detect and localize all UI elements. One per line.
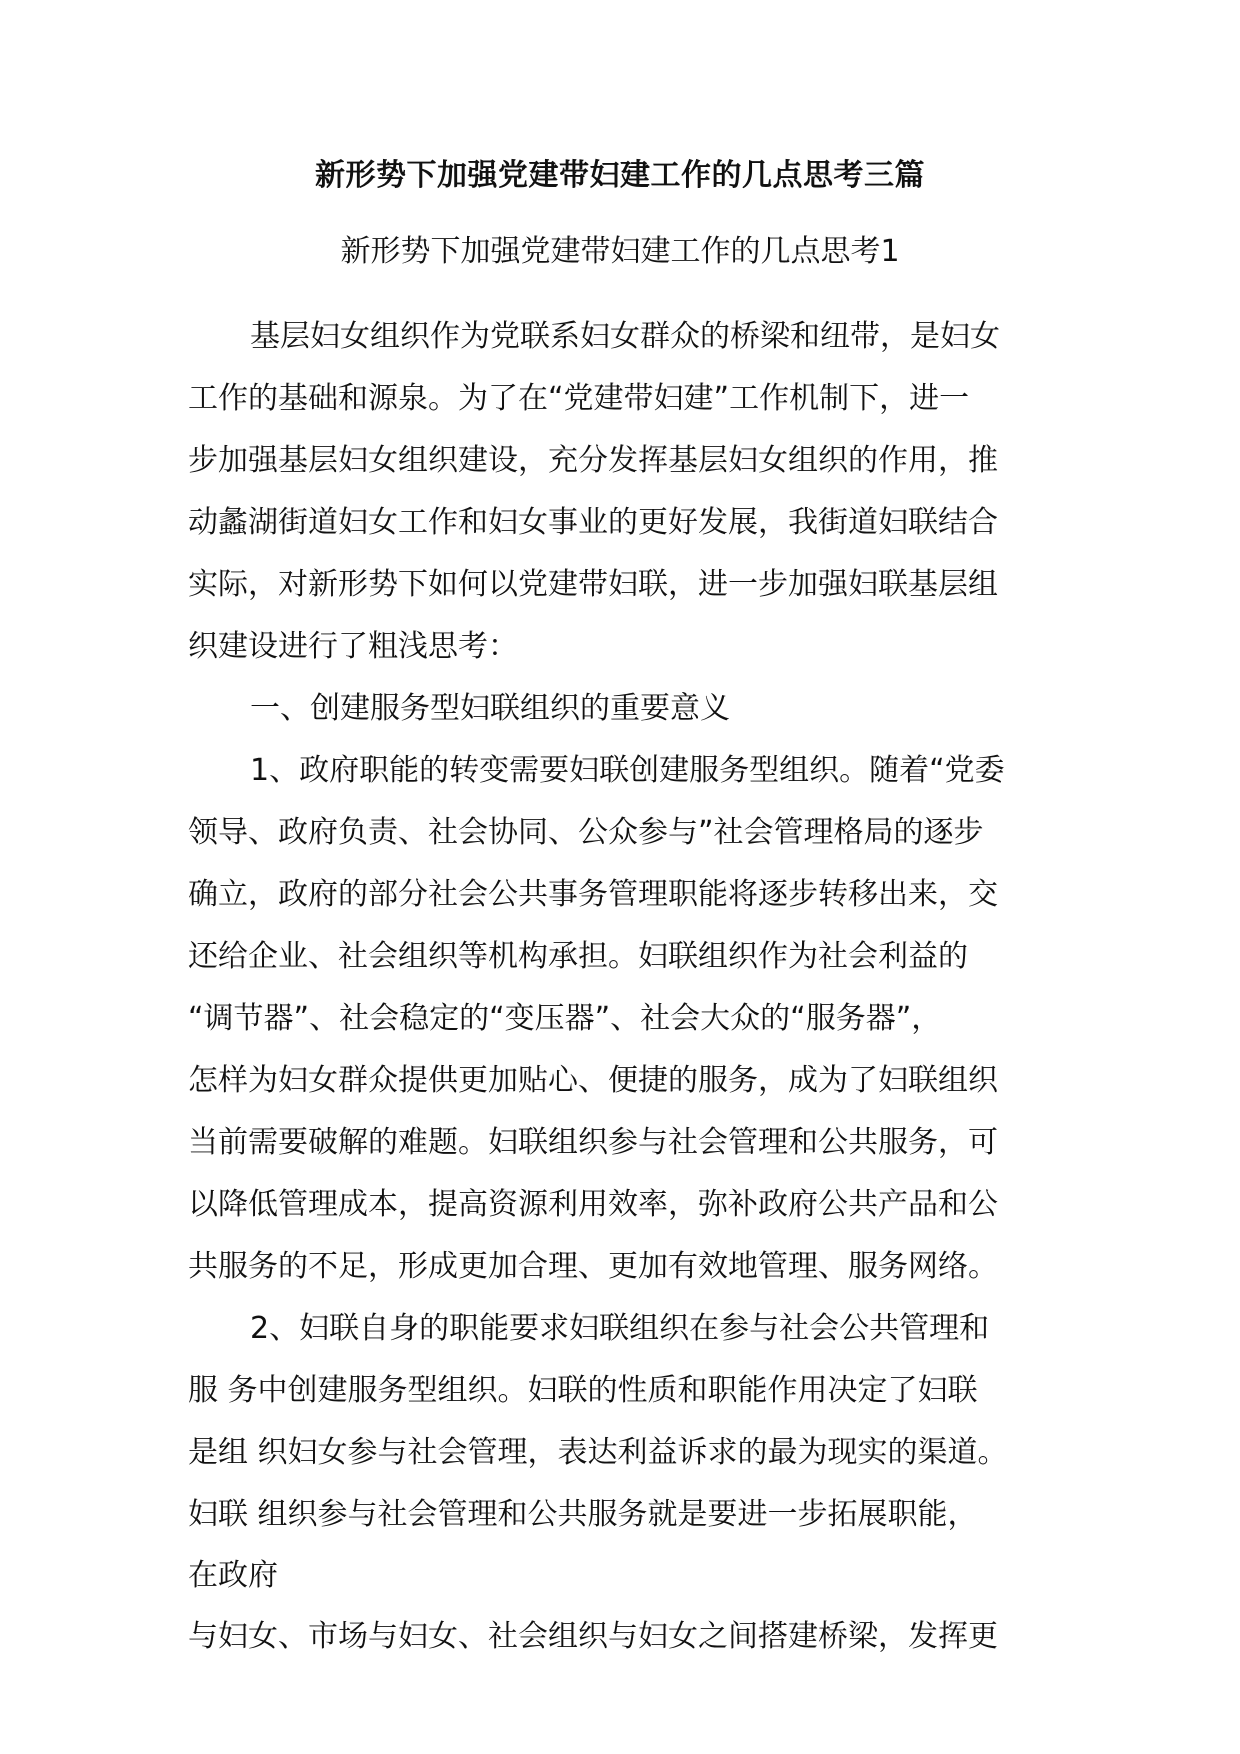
body-line: 1、政府职能的转变需要妇联创建服务型组织。随着“党委 <box>250 753 1005 788</box>
body-line: 动蠡湖街道妇女工作和妇女事业的更好发展，我街道妇联结合 <box>188 505 998 540</box>
body-line: 工作的基础和源泉。为了在“党建带妇建”工作机制下，进一 <box>188 381 970 416</box>
body-line: “调节器”、社会稳定的“变压器”、社会大众的“服务器”， <box>188 1001 942 1036</box>
body-line: 实际，对新形势下如何以党建带妇联，进一步加强妇联基层组 <box>188 567 998 602</box>
body-line: 在政府 <box>188 1558 278 1593</box>
body-line: 步加强基层妇女组织建设，充分发挥基层妇女组织的作用，推 <box>188 443 998 478</box>
body-line: 与妇女、市场与妇女、社会组织与妇女之间搭建桥梁，发挥更 <box>188 1619 998 1654</box>
body-line: 织建设进行了粗浅思考： <box>188 629 518 664</box>
body-line: 是组 织妇女参与社会管理，表达利益诉求的最为现实的渠道。 <box>188 1435 1008 1470</box>
body-line: 当前需要破解的难题。妇联组织参与社会管理和公共服务，可 <box>188 1125 998 1160</box>
body-line: 确立，政府的部分社会公共事务管理职能将逐步转移出来，交 <box>188 877 998 912</box>
body-line: 共服务的不足，形成更加合理、更加有效地管理、服务网络。 <box>188 1249 998 1284</box>
document-title: 新形势下加强党建带妇建工作的几点思考三篇 <box>315 158 925 193</box>
body-line: 领导、政府负责、社会协同、公众参与”社会管理格局的逐步 <box>188 815 984 850</box>
document-body <box>188 306 1068 1668</box>
body-line: 2、妇联自身的职能要求妇联组织在参与社会公共管理和 <box>250 1311 990 1346</box>
body-line: 妇联 组织参与社会管理和公共服务就是要进一步拓展职能， <box>188 1497 978 1532</box>
section-heading: 一、创建服务型妇联组织的重要意义 <box>250 691 730 726</box>
body-line: 怎样为妇女群众提供更加贴心、便捷的服务，成为了妇联组织 <box>188 1063 998 1098</box>
document-subtitle: 新形势下加强党建带妇建工作的几点思考1 <box>340 234 900 269</box>
body-line: 基层妇女组织作为党联系妇女群众的桥梁和纽带，是妇女 <box>250 319 1000 354</box>
body-line: 还给企业、社会组织等机构承担。妇联组织作为社会利益的 <box>188 939 968 974</box>
body-line: 服 务中创建服务型组织。妇联的性质和职能作用决定了妇联 <box>188 1373 978 1408</box>
body-line: 以降低管理成本，提高资源利用效率，弥补政府公共产品和公 <box>188 1187 998 1222</box>
